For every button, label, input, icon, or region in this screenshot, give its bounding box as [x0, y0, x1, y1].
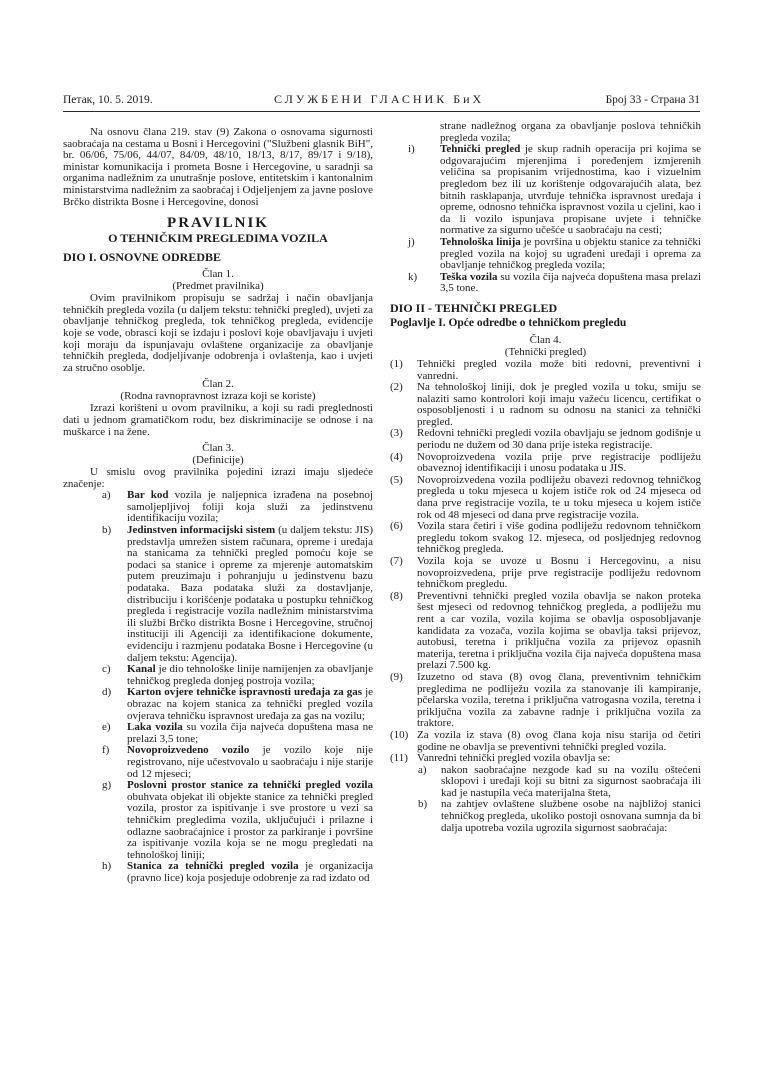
article-body-3: U smislu ovog pravilnika pojedini izrazi imaju sljedeće značenje:	[63, 466, 373, 490]
article-caption: (Predmet pravilnika)	[172, 280, 264, 293]
paragraph-text: Novoproizvedena vozila prije prve registracije podliježu obaveznoj identifikaciji i unosu podataka u JIS.	[417, 450, 701, 475]
definition-item-f	[63, 745, 373, 780]
article-body-2: Izrazi korišteni u ovom pravilniku, a koji su radi preglednosti dati u jednom gramatičkom rodu, bez diskriminacije se odnose i na muškarce i na žene.	[63, 402, 373, 438]
sub-item-b	[390, 799, 701, 834]
paragraph-number: (9)	[390, 670, 403, 683]
paragraph-number: (4)	[390, 450, 403, 463]
numbered-paragraph-7	[390, 556, 701, 591]
list-label: a)	[102, 489, 111, 502]
paragraph-text: Na tehnološkoj liniji, dok je pregled vozila u toku, smiju se nalaziti samo kontrolori koji imaju važeću licencu, certifikat o osposobljenosti i u radnom su odnosu na stanici za tehnički pregled.	[417, 381, 701, 428]
definition-term: Novoproizvedeno vozilo	[127, 744, 250, 757]
numbered-paragraph-9	[390, 672, 701, 730]
article-caption: (Definicije)	[192, 454, 244, 467]
paragraph-text: Redovni tehnički pregledi vozila obavljaju se jednom godišnje u periodu ne dužem od 30 dana prije isteka registracije.	[417, 427, 701, 452]
definition-term: Bar kod	[127, 489, 169, 502]
page-number: Број 33 - Страна 31	[605, 94, 700, 106]
paragraph-text: Vanredni tehnički pregled vozila obavlja se:	[417, 752, 611, 765]
paragraph-number: (7)	[390, 555, 403, 567]
definition-text: je obrazac na kojem stanica za tehnički pregled vozila ovjerava tehničku ispravnost uređaja za gas na vozilu;	[127, 686, 374, 722]
sub-item-text: nakon saobraćajne nezgode kad su na vozilu oštećeni sklopovi i uređaji koji su bitni za sigurnost saobraćaja ili kad je nastupila veća materijalna šteta,	[441, 763, 701, 799]
numbered-paragraph-2	[390, 382, 701, 428]
definition-term: Poslovni prostor stanice za tehnički pregled vozila	[127, 779, 373, 792]
definition-text: vozila je naljepnica izrađena na posebnoj samoljepljivoj foliji koja služi za jedinstvenu identifikaciju vozila;	[127, 489, 373, 525]
page-header	[63, 92, 700, 107]
article-number: Član 1.	[202, 268, 234, 281]
definition-item-e	[63, 722, 373, 745]
list-label: c)	[102, 663, 111, 676]
article-heading-2	[63, 378, 373, 402]
paragraph-text: Preventivni tehnički pregled vozila obavlja se nakon proteka šest mjeseci od redovnog tehničkog pregleda, a podliježu mu rent a car vozila, vozila kojima se obavlja osposobljavanje kandidata za vozača, vozila kojima se obavlja taksi prijevoz, autobusi, teretna i priključna vozila za prijevoz opasnih materija, teretna i priključna vozila čija najveća dopuštena masa prelazi 7.500 kg.	[417, 589, 701, 672]
numbered-paragraph-10	[390, 730, 701, 753]
definition-term: Laka vozila	[127, 721, 183, 734]
definition-item-k	[390, 272, 701, 295]
header-rule	[63, 111, 700, 112]
list-label: g)	[102, 779, 112, 792]
article-number: Član 2.	[202, 378, 234, 391]
article-number: Član 4.	[529, 333, 562, 346]
numbered-paragraph-5	[390, 475, 701, 521]
definition-item-h	[63, 861, 373, 884]
paragraph-text: Tehnički pregled vozila može biti redovni, preventivni i vanredni.	[417, 357, 701, 382]
document-subtitle: O TEHNIČKIM PREGLEDIMA VOZILA	[108, 231, 328, 246]
sub-item-text: na zahtjev ovlaštene službene osobe na najbližoj stanici tehničkog pregleda, ukoliko postoji osnovana sumnja da bi dalja upotreba vozila ugrozila sigurnost saobraćaja:	[441, 798, 701, 834]
paragraph-text: Izuzetno od stava (8) ovog člana, preventivnim tehničkim pregledima ne podliježu vozila za stanovanje ili kampiranje, pčelarska vozila, teretna i priključna vatrogasna vozila, teretna i priključna vozila za zabavne radnje i priključna vozila za traktore.	[417, 670, 701, 730]
part-heading-1: DIO I. OSNOVNE ODREDBE	[63, 250, 222, 265]
definition-text: (u daljem tekstu: JIS) predstavlja umrežen sistem računara, opreme i uređaja na stanicama za tehnički pregled pomoću koje se podaci sa stanice i opreme za mjerenje automatskim putem preuzimaju i pohranjuju u jedinstvenu bazu podataka. Baza podataka služi za dostavljanje, distribuciju i korišćenje podataka u postupku tehničkog pregleda i registracije vozila nadležnim ministarstvima ili službi Brčko distrikta Bosne i Hercegovine, stručnoj instituciji ili Agenciji za identifikacione dokumente, evidenciju i razmjenu podataka Bosne i Hercegovine (u daljem tekstu: Agencija).	[127, 524, 374, 664]
paragraph-number: (1)	[390, 357, 403, 370]
definition-item-i	[390, 144, 701, 237]
left-column	[63, 127, 373, 884]
article-heading-3	[63, 442, 373, 466]
paragraph-number: (3)	[390, 427, 403, 440]
paragraph-number: (11)	[390, 752, 408, 765]
numbered-paragraph-1	[390, 359, 701, 382]
definition-item-b	[63, 525, 373, 664]
definition-term: Jedinstven informacijski sistem	[127, 524, 276, 537]
numbered-paragraph-6	[390, 521, 701, 556]
list-label: i)	[408, 143, 415, 156]
article-caption: (Rodna ravnopravnost izraza koji se koriste)	[120, 390, 316, 403]
definition-text: je skup radnih operacija pri kojima se odgovarajućim mjerenjima i poređenjem izmjerenih veličina sa propisanim vrijednostima, kao i vizuelnim pregledom bez ili uz korištenje odgovarajućih alata, bez bitnih rasklapanja, utvrđuje tehnička ispravnost uređaja i opreme, odnosno tehnička ispravnost vozila u cjelini, kao i da li vozilo ispunjava propisane uvjete i tehničke normative za sigurno učešće u saobraćaju na cesti;	[440, 143, 702, 237]
paragraph-number: (8)	[390, 589, 403, 602]
sub-item-label: a)	[418, 763, 427, 776]
definition-text: su vozila čija najveća dopuštena masa prelazi 3,5 tone.	[440, 270, 702, 295]
paragraph-number: (6)	[390, 520, 403, 533]
definition-item-c	[63, 664, 373, 687]
definition-term: Tehnički pregled	[440, 143, 521, 156]
gazette-title: СЛУЖБЕНИ ГЛАСНИК БиХ	[274, 92, 485, 106]
definition-text: je površina u objektu stanice za tehnički pregled vozila na kojoj su ugrađeni uređaji i oprema za obavljanje tehničkog pregleda vozila;	[440, 235, 701, 272]
list-label: k)	[408, 270, 418, 283]
list-label: h)	[102, 860, 112, 873]
paragraph-text: Za vozila iz stava (8) ovog člana koja nisu starija od četiri godine ne obavlja se preventivni tehnički pregled vozila.	[417, 728, 701, 753]
definition-item-j	[390, 237, 701, 272]
definition-term: Kanal	[127, 663, 156, 676]
paragraph-text: Novoproizvedena vozila podliježu obavezi redovnog tehničkog pregleda u toku mjeseca u kojem ističe rok od 24 mjeseca od dana prve registracije vozila, te u toku mjeseca u kojem ističe rok od 48 mjeseci od dana prve registracije vozila.	[417, 473, 701, 521]
continuation-paragraph: strane nadležnog organa za obavljanje poslova tehničkih pregleda vozila;	[440, 120, 701, 144]
list-label: d)	[102, 686, 112, 699]
sub-item-label: b)	[418, 798, 428, 811]
definition-term: Karton ovjere tehničke ispravnosti uređaja za gas	[127, 686, 363, 699]
article-number: Član 3.	[202, 442, 234, 455]
definition-item-g	[63, 780, 373, 861]
definition-term: Tehnološka linija	[440, 235, 521, 248]
header-date: Петак, 10. 5. 2019.	[63, 94, 153, 106]
paragraph-number: (2)	[390, 381, 403, 394]
definition-item-a	[63, 490, 373, 525]
article-heading-1	[63, 268, 373, 292]
chapter-heading: Poglavlje I. Opće odredbe o tehničkom pregledu	[390, 316, 627, 329]
list-label: j)	[408, 235, 415, 248]
document-title: PRAVILNIK	[167, 215, 269, 232]
sub-item-a	[390, 765, 701, 800]
list-label: e)	[102, 721, 111, 734]
definition-term: Teška vozila	[440, 270, 498, 283]
paragraph-text: Vozila koja se uvoze u Bosnu i Hercegovinu, a nisu novoproizvedena, prije prve registracije podliježu redovnom tehničkom pregledu.	[417, 555, 701, 591]
numbered-paragraph-3	[390, 428, 701, 451]
part-heading-2: DIO II - TEHNIČKI PREGLED	[390, 300, 558, 315]
definition-text: je dio tehnološke linije namijenjen za obavljanje tehničkog pregleda donjeg postroja vozila;	[127, 663, 373, 687]
intro-paragraph: Na osnovu člana 219. stav (9) Zakona o osnovama sigurnosti saobraćaja na cestama u Bosni i Hercegovini ("Službeni glasnik BiH", br. 06/06, 75/06, 44/07, 84/09, 48/10, 18/13, 8/17, 89/17 i 9/18), ministar komunikacija i prometa Bosne i Hercegovine, u saradnji sa organima nadležnim za unutrašnje poslove, entitetskim i kantonalnim ministarstvima nadležnim za saobraćaj i Odjeljenjem za javne poslove Brčko distrikta Bosne i Hercegovine, donosi	[63, 126, 373, 208]
definition-text: je organizacija (pravno lice) koja posjeduje odobrenje za rad izdato od	[127, 860, 374, 884]
numbered-paragraph-8	[390, 591, 701, 672]
right-column	[390, 121, 701, 834]
definition-text: je vozilo koje nije registrovano, nije učestvovalo u saobraćaju i nije starije od 12 mjeseci;	[127, 744, 373, 780]
paragraph-number: (10)	[390, 728, 409, 741]
article-caption: (Tehnički pregled)	[504, 345, 587, 358]
numbered-paragraph-4	[390, 452, 701, 475]
article-body-1: Ovim pravilnikom propisuju se sadržaj i način obavljanja tehničkih pregleda vozila (u daljem tekstu: tehnički pregled), uvjeti za obavljanje tehničkog pregleda, tok tehničkog pregleda, evidencije koje se vode, obrasci koji se izdaju i poslovi koje obavljavaju i uvjeti koji moraju da ispunjavaju ovlaštene organizacije za obavljanje tehničkih pregleda, dodjeljivanje odobrenja i ovlaštenja, kao i uvjeti za stručno osoblje.	[63, 292, 373, 374]
definition-item-d	[63, 687, 373, 722]
definition-text: su vozila čija najveća dopuštena masa ne prelazi 3,5 tone;	[127, 721, 373, 745]
paragraph-text: Vozila stara četiri i više godina podliježu redovnom tehničkom pregledu tokom svakog 12. mjeseca, od posljednjeg redovnog tehničkog pregleda.	[417, 520, 701, 556]
definition-text: obuhvata objekat ili objekte stanice za tehnički pregled vozila, prostor za ispitivanje i sve prostore u vezi sa tehničkim pregledima vozila, uključujući i prilazne i odlazne saobraćajnice i prostor za parkiranje i površine za ispitivanje vozila koja se ne mogu pregledati na tehnološkoj liniji;	[127, 790, 373, 861]
list-label: f)	[102, 744, 110, 757]
article-heading-4	[390, 334, 701, 358]
definition-term: Stanica za tehnički pregled vozila	[127, 860, 299, 873]
list-label: b)	[102, 524, 112, 537]
paragraph-number: (5)	[390, 473, 403, 486]
